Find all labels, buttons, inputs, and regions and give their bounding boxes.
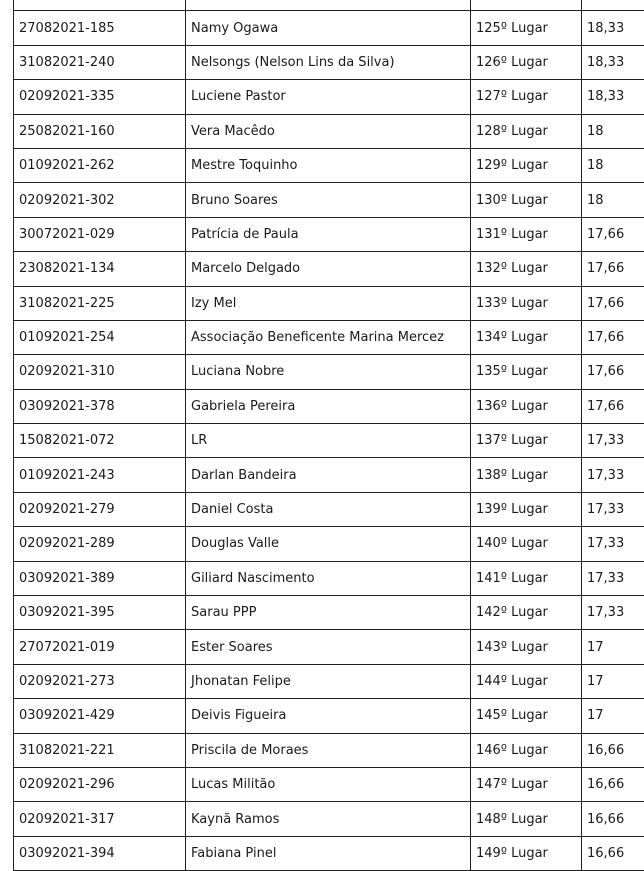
table-row	[14, 183, 644, 217]
registration-id-cell: 27082021-185	[14, 11, 186, 45]
participant-name-cell: Marcelo Delgado	[186, 252, 471, 286]
table-row	[14, 286, 644, 320]
participant-name-cell: Associação Beneficente Marina Mercez	[186, 320, 471, 354]
registration-id-cell: 31082021-240	[14, 45, 186, 79]
registration-id-cell: 30072021-029	[14, 217, 186, 251]
registration-id-cell: 03092021-394	[14, 836, 186, 870]
score-cell: 17	[582, 630, 644, 664]
ranking-place-cell: 137º Lugar	[471, 424, 582, 458]
score-cell: 18,33	[582, 11, 644, 45]
table-row	[14, 320, 644, 354]
participant-name-cell: Darlan Bandeira	[186, 458, 471, 492]
registration-id-cell: 02092021-317	[14, 802, 186, 836]
ranking-place-cell: 140º Lugar	[471, 527, 582, 561]
table-row	[14, 699, 644, 733]
participant-name-cell: Namy Ogawa	[186, 11, 471, 45]
participant-name-cell	[186, 0, 471, 11]
participant-name-cell: Sarau PPP	[186, 596, 471, 630]
ranking-place-cell: 139º Lugar	[471, 492, 582, 526]
participant-name-cell: Douglas Valle	[186, 527, 471, 561]
score-cell: 17,33	[582, 561, 644, 595]
ranking-place-cell	[471, 0, 582, 11]
ranking-place-cell: 147º Lugar	[471, 767, 582, 801]
score-cell: 17,66	[582, 320, 644, 354]
score-cell: 18	[582, 114, 644, 148]
score-cell: 17,66	[582, 355, 644, 389]
registration-id-cell	[14, 0, 186, 11]
participant-name-cell: Priscila de Moraes	[186, 733, 471, 767]
ranking-place-cell: 144º Lugar	[471, 664, 582, 698]
ranking-table-body	[14, 0, 644, 871]
participant-name-cell: Bruno Soares	[186, 183, 471, 217]
ranking-place-cell: 148º Lugar	[471, 802, 582, 836]
score-cell: 17,66	[582, 286, 644, 320]
table-row	[14, 664, 644, 698]
score-cell	[582, 0, 644, 11]
score-cell: 17,66	[582, 252, 644, 286]
table-row	[14, 527, 644, 561]
registration-id-cell: 03092021-378	[14, 389, 186, 423]
participant-name-cell: LR	[186, 424, 471, 458]
table-row	[14, 767, 644, 801]
registration-id-cell: 15082021-072	[14, 424, 186, 458]
registration-id-cell: 03092021-395	[14, 596, 186, 630]
participant-name-cell: Gabriela Pereira	[186, 389, 471, 423]
registration-id-cell: 31082021-225	[14, 286, 186, 320]
registration-id-cell: 23082021-134	[14, 252, 186, 286]
registration-id-cell: 02092021-302	[14, 183, 186, 217]
table-row	[14, 389, 644, 423]
participant-name-cell: Jhonatan Felipe	[186, 664, 471, 698]
registration-id-cell: 31082021-221	[14, 733, 186, 767]
ranking-place-cell: 149º Lugar	[471, 836, 582, 870]
score-cell: 16,66	[582, 767, 644, 801]
score-cell: 17	[582, 664, 644, 698]
table-row	[14, 802, 644, 836]
score-cell: 18	[582, 148, 644, 182]
table-row	[14, 596, 644, 630]
ranking-place-cell: 143º Lugar	[471, 630, 582, 664]
participant-name-cell: Ester Soares	[186, 630, 471, 664]
ranking-place-cell: 138º Lugar	[471, 458, 582, 492]
score-cell: 17	[582, 699, 644, 733]
ranking-place-cell: 131º Lugar	[471, 217, 582, 251]
participant-name-cell: Luciana Nobre	[186, 355, 471, 389]
table-row	[14, 561, 644, 595]
ranking-place-cell: 133º Lugar	[471, 286, 582, 320]
score-cell: 18,33	[582, 80, 644, 114]
participant-name-cell: Izy Mel	[186, 286, 471, 320]
ranking-place-cell: 142º Lugar	[471, 596, 582, 630]
score-cell: 18,33	[582, 45, 644, 79]
table-row	[14, 252, 644, 286]
score-cell: 17,66	[582, 389, 644, 423]
score-cell: 16,66	[582, 733, 644, 767]
score-cell: 16,66	[582, 836, 644, 870]
table-row	[14, 424, 644, 458]
registration-id-cell: 02092021-279	[14, 492, 186, 526]
registration-id-cell: 03092021-429	[14, 699, 186, 733]
table-row	[14, 355, 644, 389]
score-cell: 18	[582, 183, 644, 217]
participant-name-cell: Nelsongs (Nelson Lins da Silva)	[186, 45, 471, 79]
table-row	[14, 11, 644, 45]
ranking-place-cell: 146º Lugar	[471, 733, 582, 767]
score-cell: 17,33	[582, 596, 644, 630]
score-cell: 17,33	[582, 492, 644, 526]
ranking-place-cell: 125º Lugar	[471, 11, 582, 45]
registration-id-cell: 03092021-389	[14, 561, 186, 595]
registration-id-cell: 25082021-160	[14, 114, 186, 148]
registration-id-cell: 02092021-310	[14, 355, 186, 389]
participant-name-cell: Daniel Costa	[186, 492, 471, 526]
participant-name-cell: Patrícia de Paula	[186, 217, 471, 251]
registration-id-cell: 02092021-296	[14, 767, 186, 801]
ranking-place-cell: 128º Lugar	[471, 114, 582, 148]
score-cell: 17,33	[582, 458, 644, 492]
table-row	[14, 0, 644, 11]
participant-name-cell: Giliard Nascimento	[186, 561, 471, 595]
registration-id-cell: 02092021-273	[14, 664, 186, 698]
participant-name-cell: Mestre Toquinho	[186, 148, 471, 182]
ranking-place-cell: 129º Lugar	[471, 148, 582, 182]
score-cell: 16,66	[582, 802, 644, 836]
table-row	[14, 80, 644, 114]
participant-name-cell: Kaynã Ramos	[186, 802, 471, 836]
table-row	[14, 630, 644, 664]
score-cell: 17,33	[582, 424, 644, 458]
table-row	[14, 733, 644, 767]
score-cell: 17,33	[582, 527, 644, 561]
participant-name-cell: Luciene Pastor	[186, 80, 471, 114]
score-cell: 17,66	[582, 217, 644, 251]
ranking-place-cell: 141º Lugar	[471, 561, 582, 595]
registration-id-cell: 02092021-289	[14, 527, 186, 561]
table-row	[14, 458, 644, 492]
ranking-place-cell: 136º Lugar	[471, 389, 582, 423]
registration-id-cell: 02092021-335	[14, 80, 186, 114]
ranking-place-cell: 126º Lugar	[471, 45, 582, 79]
table-row	[14, 45, 644, 79]
table-row	[14, 148, 644, 182]
participant-name-cell: Lucas Militão	[186, 767, 471, 801]
table-row	[14, 836, 644, 870]
table-row	[14, 492, 644, 526]
ranking-place-cell: 130º Lugar	[471, 183, 582, 217]
ranking-place-cell: 132º Lugar	[471, 252, 582, 286]
ranking-place-cell: 127º Lugar	[471, 80, 582, 114]
ranking-table	[13, 0, 644, 871]
ranking-table-container	[13, 0, 644, 871]
participant-name-cell: Vera Macêdo	[186, 114, 471, 148]
table-row	[14, 114, 644, 148]
registration-id-cell: 01092021-254	[14, 320, 186, 354]
registration-id-cell: 27072021-019	[14, 630, 186, 664]
ranking-place-cell: 145º Lugar	[471, 699, 582, 733]
registration-id-cell: 01092021-262	[14, 148, 186, 182]
ranking-place-cell: 134º Lugar	[471, 320, 582, 354]
ranking-place-cell: 135º Lugar	[471, 355, 582, 389]
participant-name-cell: Fabiana Pinel	[186, 836, 471, 870]
registration-id-cell: 01092021-243	[14, 458, 186, 492]
table-row	[14, 217, 644, 251]
participant-name-cell: Deivis Figueira	[186, 699, 471, 733]
